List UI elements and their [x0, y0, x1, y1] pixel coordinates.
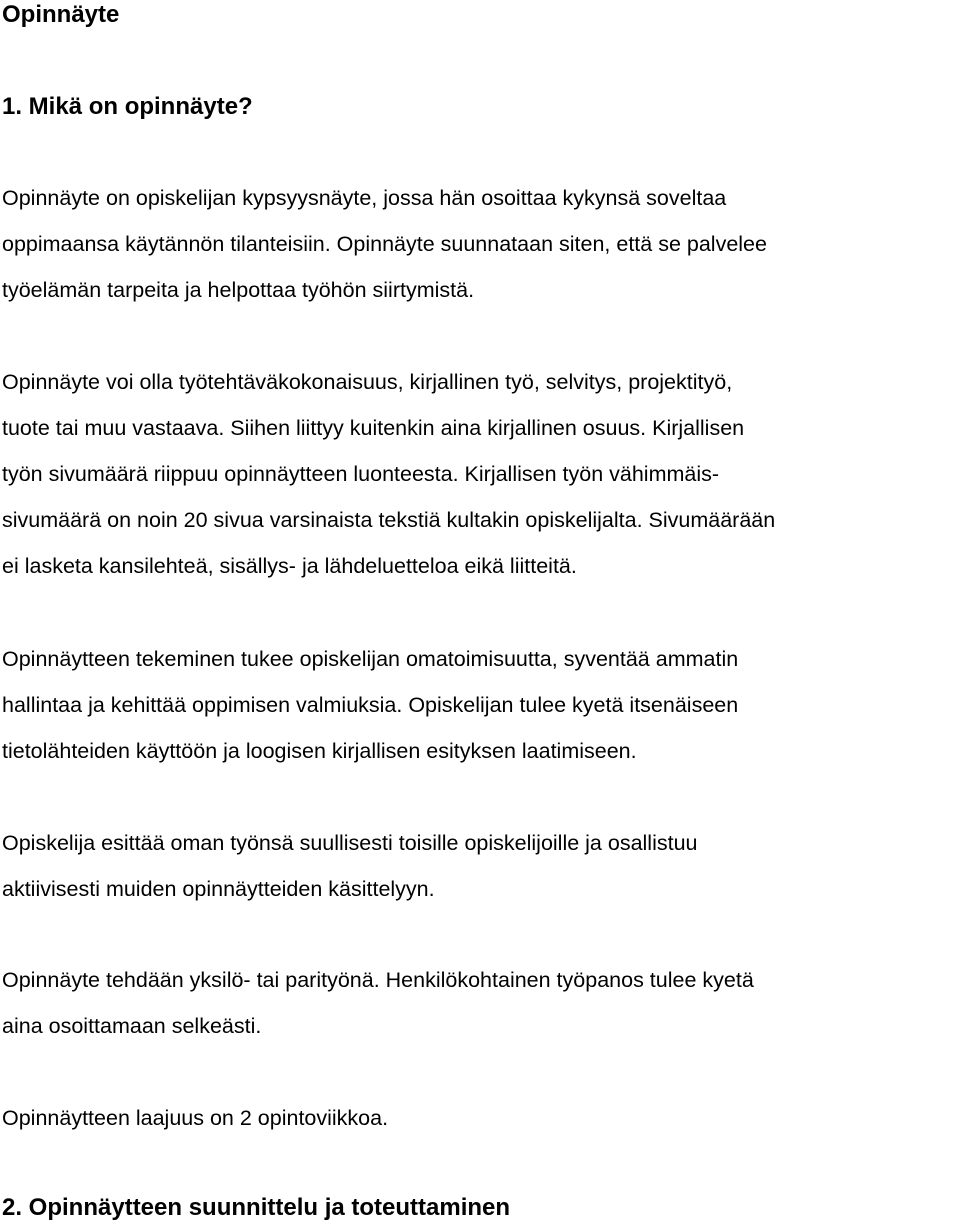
paragraph-line: Opinnäyte tehdään yksilö- tai parityönä. Henkilökohtainen työpanos tulee kyetä [2, 968, 754, 992]
paragraph-line: aktiivisesti muiden opinnäytteiden käsittelyyn. [2, 877, 435, 901]
paragraph-2 [2, 359, 775, 589]
paragraph-line: oppimaansa käytännön tilanteisiin. Opinnäyte suunnataan siten, että se palvelee [2, 232, 767, 256]
paragraph-line: aina osoittamaan selkeästi. [2, 1014, 262, 1038]
paragraph-line: sivumäärä on noin 20 sivua varsinaista tekstiä kultakin opiskelijalta. Sivumäärään [2, 508, 776, 532]
paragraph-6 [2, 1095, 388, 1141]
paragraph-5 [2, 957, 754, 1049]
paragraph-line: ei lasketa kansilehteä, sisällys- ja lähdeluetteloa eikä liitteitä. [2, 554, 577, 578]
paragraph-line: Opinnäyte voi olla työtehtäväkokonaisuus, kirjallinen työ, selvitys, projektityö, [2, 370, 733, 394]
paragraph-line: Opiskelija esittää oman työnsä suullisesti toisille opiskelijoille ja osallistuu [2, 831, 698, 855]
paragraph-line: Opinnäyte on opiskelijan kypsyysnäyte, jossa hän osoittaa kykynsä soveltaa [2, 186, 727, 210]
document-title: Opinnäyte [2, 1, 120, 28]
paragraph-1 [2, 175, 767, 313]
paragraph-4 [2, 820, 698, 912]
paragraph-line: työelämän tarpeita ja helpottaa työhön siirtymistä. [2, 278, 475, 302]
section-heading-1: 1. Mikä on opinnäyte? [2, 93, 253, 120]
paragraph-line: Opinnäytteen tekeminen tukee opiskelijan omatoimisuutta, syventää ammatin [2, 647, 739, 671]
paragraph-line: tuote tai muu vastaava. Siihen liittyy kuitenkin aina kirjallinen osuus. Kirjallisen [2, 416, 745, 440]
section-heading-2: 2. Opinnäytteen suunnittelu ja toteuttaminen [2, 1194, 511, 1221]
paragraph-line: Opinnäytteen laajuus on 2 opintoviikkoa. [2, 1106, 389, 1130]
paragraph-line: työn sivumäärä riippuu opinnäytteen luonteesta. Kirjallisen työn vähimmäis- [2, 462, 720, 486]
paragraph-line: hallintaa ja kehittää oppimisen valmiuksia. Opiskelijan tulee kyetä itsenäiseen [2, 693, 739, 717]
paragraph-line: tietolähteiden käyttöön ja loogisen kirjallisen esityksen laatimiseen. [2, 739, 637, 763]
paragraph-3 [2, 636, 738, 774]
